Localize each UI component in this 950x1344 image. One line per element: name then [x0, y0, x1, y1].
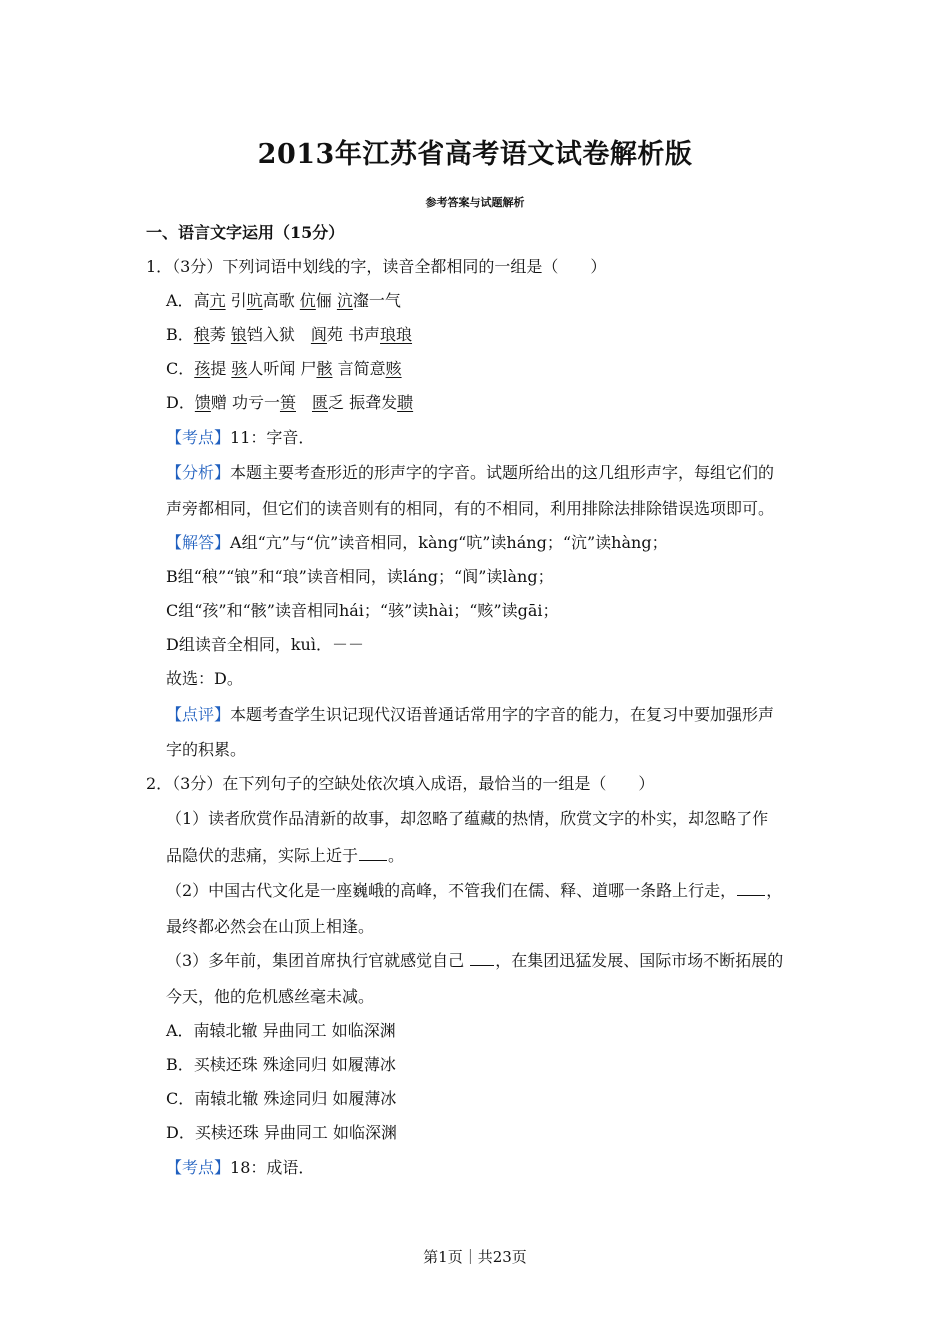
q1-answer: 故选：D。 — [166, 669, 243, 688]
sentence-text: （2）中国古代文化是一座巍峨的高峰，不管我们在儒、释、道哪一条路上行走， — [166, 881, 737, 900]
dianping-text: 本题考查学生识记现代汉语普通话常用字的字音的能力，在复习中要加强形声 — [230, 705, 775, 724]
option-label: C． — [166, 359, 195, 378]
underlined-char: 琅琅 — [380, 325, 413, 344]
option-text: 苑 书声 — [326, 325, 381, 344]
q1-option-c — [166, 358, 402, 380]
option-label: A． — [166, 291, 194, 310]
option-text: 提 — [210, 359, 232, 378]
page-title: 2013年江苏省高考语文试卷解析版 — [257, 139, 693, 170]
section-heading: 一、语言文字运用（15分） — [146, 223, 345, 242]
underlined-char: 匮 — [311, 393, 328, 412]
q1-fenxi — [166, 462, 774, 484]
option-text: 赠 功亏一 — [210, 393, 280, 412]
underlined-char: 沆 — [336, 291, 353, 310]
option-text: 高 — [193, 291, 210, 310]
option-text: 俪 — [315, 291, 337, 310]
option-label: B． — [166, 325, 194, 344]
option-text — [296, 393, 312, 412]
kaodian-tag: 【考点】 — [166, 1158, 231, 1177]
q2-sentence-1-cont — [166, 845, 404, 867]
jieda-text: A组“亢”与“伉”读音相同，kàng“吭”读háng；“沆”读hàng； — [230, 533, 668, 552]
q1-jieda-b: B组“稂”“锒”和“琅”读音相同，读láng；“阆”读làng； — [166, 567, 554, 586]
q2-sentence-1: （1）读者欣赏作品清新的故事，却忽略了蕴藏的热情，欣赏文字的朴实，却忽略了作 — [166, 809, 769, 828]
q2-option-c: C．南辕北辙 殊途同归 如履薄冰 — [166, 1089, 397, 1108]
answer-blank — [470, 951, 494, 966]
kaodian-text: 18：成语． — [230, 1158, 315, 1177]
answer-blank — [737, 881, 765, 896]
q2-option-a: A．南辕北辙 异曲同工 如临深渊 — [166, 1021, 396, 1040]
sentence-text: （3）多年前，集团首席执行官就感觉自己 — [166, 951, 470, 970]
underlined-char: 篑 — [279, 393, 296, 412]
q2-sentence-2 — [166, 880, 782, 902]
underlined-char: 锒 — [230, 325, 247, 344]
q1-option-a — [166, 290, 401, 312]
kaodian-text: 11：字音． — [230, 428, 315, 447]
q1-option-d — [166, 392, 413, 414]
answer-blank — [359, 846, 387, 861]
underlined-char: 孩 — [194, 359, 211, 378]
q1-kaodian — [166, 427, 314, 449]
option-text: 高歌 — [262, 291, 300, 310]
fenxi-tag: 【分析】 — [166, 463, 231, 482]
underlined-char: 骸 — [316, 359, 333, 378]
fenxi-text: 本题主要考查形近的形声字的字音。试题所给出的这几组形声字，每组它们的 — [230, 463, 775, 482]
underlined-char: 聩 — [397, 393, 414, 412]
dianping-tag: 【点评】 — [166, 705, 231, 724]
sentence-text: 品隐伏的悲痛，实际上近于 — [166, 846, 359, 865]
option-text: 莠 — [209, 325, 231, 344]
underlined-char: 骇 — [231, 359, 248, 378]
question-2-stem: 2．（3分）在下列句子的空缺处依次填入成语，最恰当的一组是（ ） — [146, 774, 655, 793]
option-text: 乏 振聋发 — [328, 393, 398, 412]
kaodian-tag: 【考点】 — [166, 428, 231, 447]
sentence-text: 。 — [388, 846, 405, 865]
underlined-char: 馈 — [194, 393, 211, 412]
sentence-text: ，在集团迅猛发展、国际市场不断拓展的 — [495, 951, 784, 970]
option-text: 铛入狱 — [246, 325, 311, 344]
underlined-char: 稂 — [193, 325, 210, 344]
q2-sentence-2-cont: 最终都必然会在山顶上相逢。 — [166, 917, 375, 936]
option-label: D． — [166, 393, 195, 412]
underlined-char: 伉 — [299, 291, 316, 310]
q2-option-b: B．买椟还珠 殊途同归 如履薄冰 — [166, 1055, 396, 1074]
jieda-tag: 【解答】 — [166, 533, 231, 552]
q1-jieda — [166, 532, 668, 554]
q1-dianping — [166, 704, 774, 726]
q2-option-d: D．买椟还珠 异曲同工 如临深渊 — [166, 1123, 398, 1142]
q1-fenxi-cont: 声旁都相同，但它们的读音则有的相同，有的不相同，利用排除法排除错误选项即可。 — [166, 499, 775, 518]
option-text: 瀣一气 — [352, 291, 401, 310]
option-text: 言简意 — [332, 359, 386, 378]
page-subtitle: 参考答案与试题解析 — [425, 196, 525, 209]
q2-sentence-3-cont: 今天，他的危机感丝毫未减。 — [166, 987, 375, 1006]
underlined-char: 亢 — [209, 291, 226, 310]
q1-option-b — [166, 324, 412, 346]
question-1-stem: 1．（3分）下列词语中划线的字，读音全都相同的一组是（ ） — [146, 257, 607, 276]
q1-dianping-cont: 字的积累。 — [166, 740, 247, 759]
page-footer: 第1页｜共23页 — [423, 1248, 527, 1266]
underlined-char: 吭 — [246, 291, 263, 310]
sentence-text: ， — [766, 881, 783, 900]
q2-sentence-3 — [166, 950, 783, 972]
underlined-char: 阆 — [310, 325, 327, 344]
option-text: 人听闻 尸 — [247, 359, 317, 378]
option-text: 引 — [225, 291, 247, 310]
q1-jieda-c: C组“孩”和“骸”读音相同hái；“骇”读hài；“赅”读gāi； — [166, 601, 559, 620]
q2-kaodian — [166, 1157, 314, 1179]
underlined-char: 赅 — [385, 359, 402, 378]
q1-jieda-d: D组读音全相同，kuì．－－ — [166, 635, 364, 654]
